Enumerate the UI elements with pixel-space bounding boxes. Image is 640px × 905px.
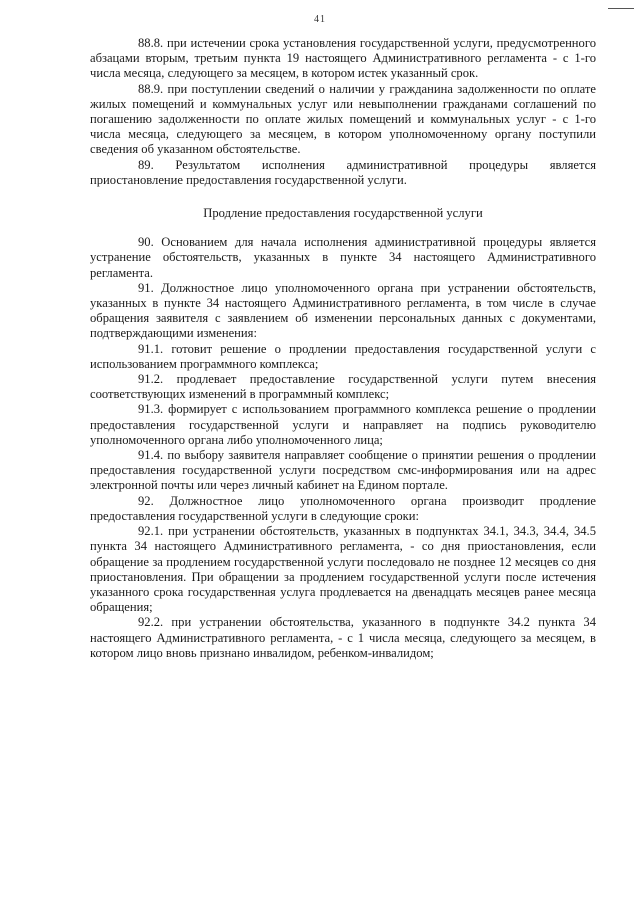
paragraph-91: 91. Должностное лицо уполномоченного органа при устранении обстоятельств, указанных в пункте 34 настоящего Административного регламента, в том числе в случае обращения заявителя с заявлением об изменении персональных данных с документами, подтверждающими изменения: bbox=[90, 280, 596, 341]
paragraph-90: 90. Основанием для начала исполнения административной процедуры является устранение обстоятельств, указанных в пункте 34 настоящего Административного регламента. bbox=[90, 235, 596, 280]
paragraph-91-2: 91.2. продлевает предоставление государственной услуги путем внесения соответствующих изменений в программный комплекс; bbox=[90, 372, 596, 402]
paragraph-89: 89. Результатом исполнения административной процедуры является приостановление предоставления государственной услуги. bbox=[90, 157, 596, 187]
paragraph-91-4: 91.4. по выбору заявителя направляет сообщение о принятии решения о продлении предоставления государственной услуги посредством смс-информирования или на адрес электронной почты или через личный кабинет на Едином портале. bbox=[90, 448, 596, 493]
paragraph-92-1: 92.1. при устранении обстоятельств, указанных в подпунктах 34.1, 34.3, 34.4, 34.5 пункта 34 настоящего Административного регламента, - со дня приостановления, если обращение за продлением государственной услуги последовало не позднее 12 месяцев со дня приостановления. При обращении за продлением государственной услуги после истечения указанного срока государственная услуга продлевается на двенадцать месяцев ранее месяца обращения; bbox=[90, 524, 596, 615]
paragraph-88-9: 88.9. при поступлении сведений о наличии у гражданина задолженности по оплате жилых помещений и коммунальных услуг или невыполнении гражданами соглашений по погашению задолженности по оплате жилых помещений и коммунальных услуг - с 1-го числа месяца, следующего за месяцем, в котором уполномоченному органу поступили сведения об указанном обстоятельстве. bbox=[90, 81, 596, 157]
paragraph-88-8: 88.8. при истечении срока установления государственной услуги, предусмотренного абзацами вторым, третьим пункта 19 настоящего Административного регламента - с 1-го числа месяца, следующего за месяцем, в котором истек указанный срок. bbox=[90, 36, 596, 81]
paragraph-91-3: 91.3. формирует с использованием программного комплекса решение о продлении предоставления государственной услуги и направляет на подпись руководителю уполномоченного органа либо уполномоченного лица; bbox=[90, 402, 596, 447]
scan-corner-mark bbox=[608, 8, 634, 9]
section-heading: Продление предоставления государственной услуги bbox=[203, 206, 483, 221]
document-body bbox=[90, 36, 596, 661]
paragraph-92-2: 92.2. при устранении обстоятельства, указанного в подпункте 34.2 пункта 34 настоящего Административного регламента, - с 1 числа месяца, следующего за месяцем, в котором лицо вновь признано инвалидом, ребенком-инвалидом; bbox=[90, 615, 596, 660]
page-number: 41 bbox=[314, 14, 326, 25]
paragraph-92: 92. Должностное лицо уполномоченного органа производит продление предоставления государственной услуги в следующие сроки: bbox=[90, 493, 596, 523]
paragraph-91-1: 91.1. готовит решение о продлении предоставления государственной услуги с использованием программного комплекса; bbox=[90, 341, 596, 371]
